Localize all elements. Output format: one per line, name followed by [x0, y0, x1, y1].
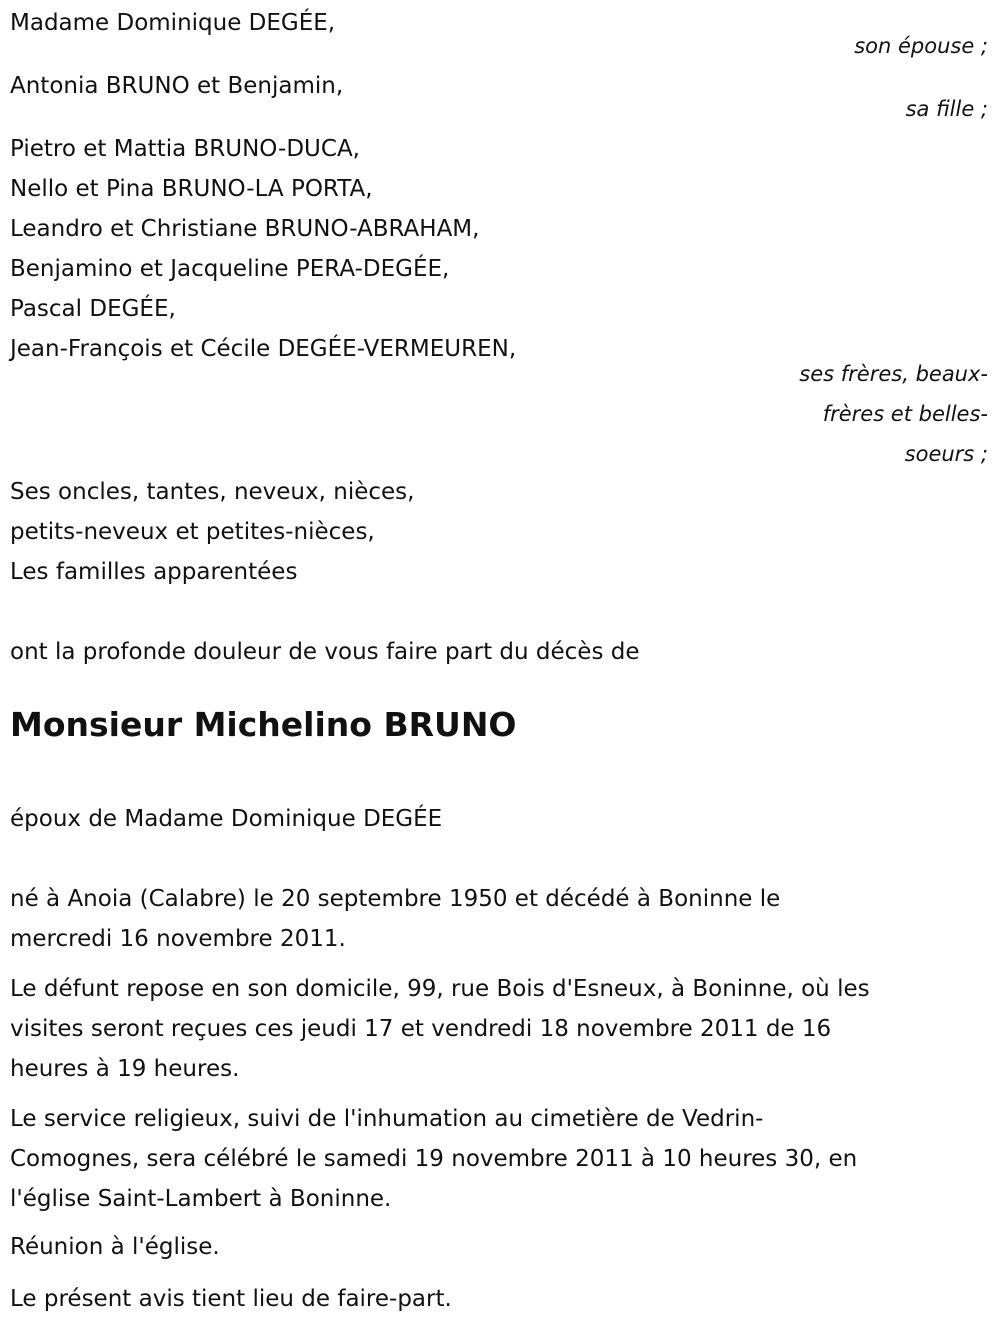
relation-label: frères et belles- [822, 402, 988, 426]
birth-death-paragraph [10, 879, 990, 959]
family-group-spouse [10, 3, 990, 66]
family-group-siblings [10, 129, 990, 474]
paragraph-line: mercredi 16 novembre 2011. [10, 926, 346, 952]
visitation-paragraph [10, 969, 990, 1089]
family-names: Antonia BRUNO et Benjamin, [10, 73, 344, 99]
family-names: Benjamino et Jacqueline PERA-DEGÉE, [10, 256, 450, 282]
family-group-daughter [10, 66, 990, 129]
deceased-name: Monsieur Michelino BRUNO [10, 705, 517, 744]
relation-label: sa fille ; [905, 97, 988, 121]
service-paragraph [10, 1099, 990, 1219]
paragraph-line: Le service religieux, suivi de l'inhumation au cimetière de Vedrin- [10, 1106, 764, 1132]
paragraph-line: né à Anoia (Calabre) le 20 septembre 1950 et décédé à Boninne le [10, 886, 781, 912]
family-names: Nello et Pina BRUNO-LA PORTA, [10, 176, 373, 202]
paragraph-line: heures à 19 heures. [10, 1056, 240, 1082]
spouse-line: époux de Madame Dominique DEGÉE [10, 806, 443, 832]
paragraph-line: visites seront reçues ces jeudi 17 et vendredi 18 novembre 2011 de 16 [10, 1016, 832, 1042]
family-names: petits-neveux et petites-nièces, [10, 519, 375, 545]
family-names: Madame Dominique DEGÉE, [10, 10, 336, 36]
reunion-paragraph: Réunion à l'église. [10, 1234, 220, 1260]
relation-label: ses frères, beaux- [799, 362, 988, 386]
family-group-extended [10, 472, 990, 592]
family-names: Leandro et Christiane BRUNO-ABRAHAM, [10, 216, 480, 242]
obituary-notice [10, 3, 990, 1319]
relation-label: son épouse ; [854, 34, 988, 58]
paragraph-line: Le défunt repose en son domicile, 99, rue Bois d'Esneux, à Boninne, où les [10, 976, 870, 1002]
relation-label: soeurs ; [904, 442, 988, 466]
family-names: Les familles apparentées [10, 559, 298, 585]
paragraph-line: l'église Saint-Lambert à Boninne. [10, 1186, 392, 1212]
family-names: Pascal DEGÉE, [10, 296, 176, 322]
family-names: Ses oncles, tantes, neveux, nièces, [10, 479, 415, 505]
closing-paragraph: Le présent avis tient lieu de faire-part. [10, 1286, 452, 1312]
paragraph-line: Comognes, sera célébré le samedi 19 novembre 2011 à 10 heures 30, en [10, 1146, 858, 1172]
family-names: Jean-François et Cécile DEGÉE-VERMEUREN, [10, 336, 517, 362]
family-names: Pietro et Mattia BRUNO-DUCA, [10, 136, 360, 162]
announcement: ont la profonde douleur de vous faire part du décès de [10, 639, 640, 665]
